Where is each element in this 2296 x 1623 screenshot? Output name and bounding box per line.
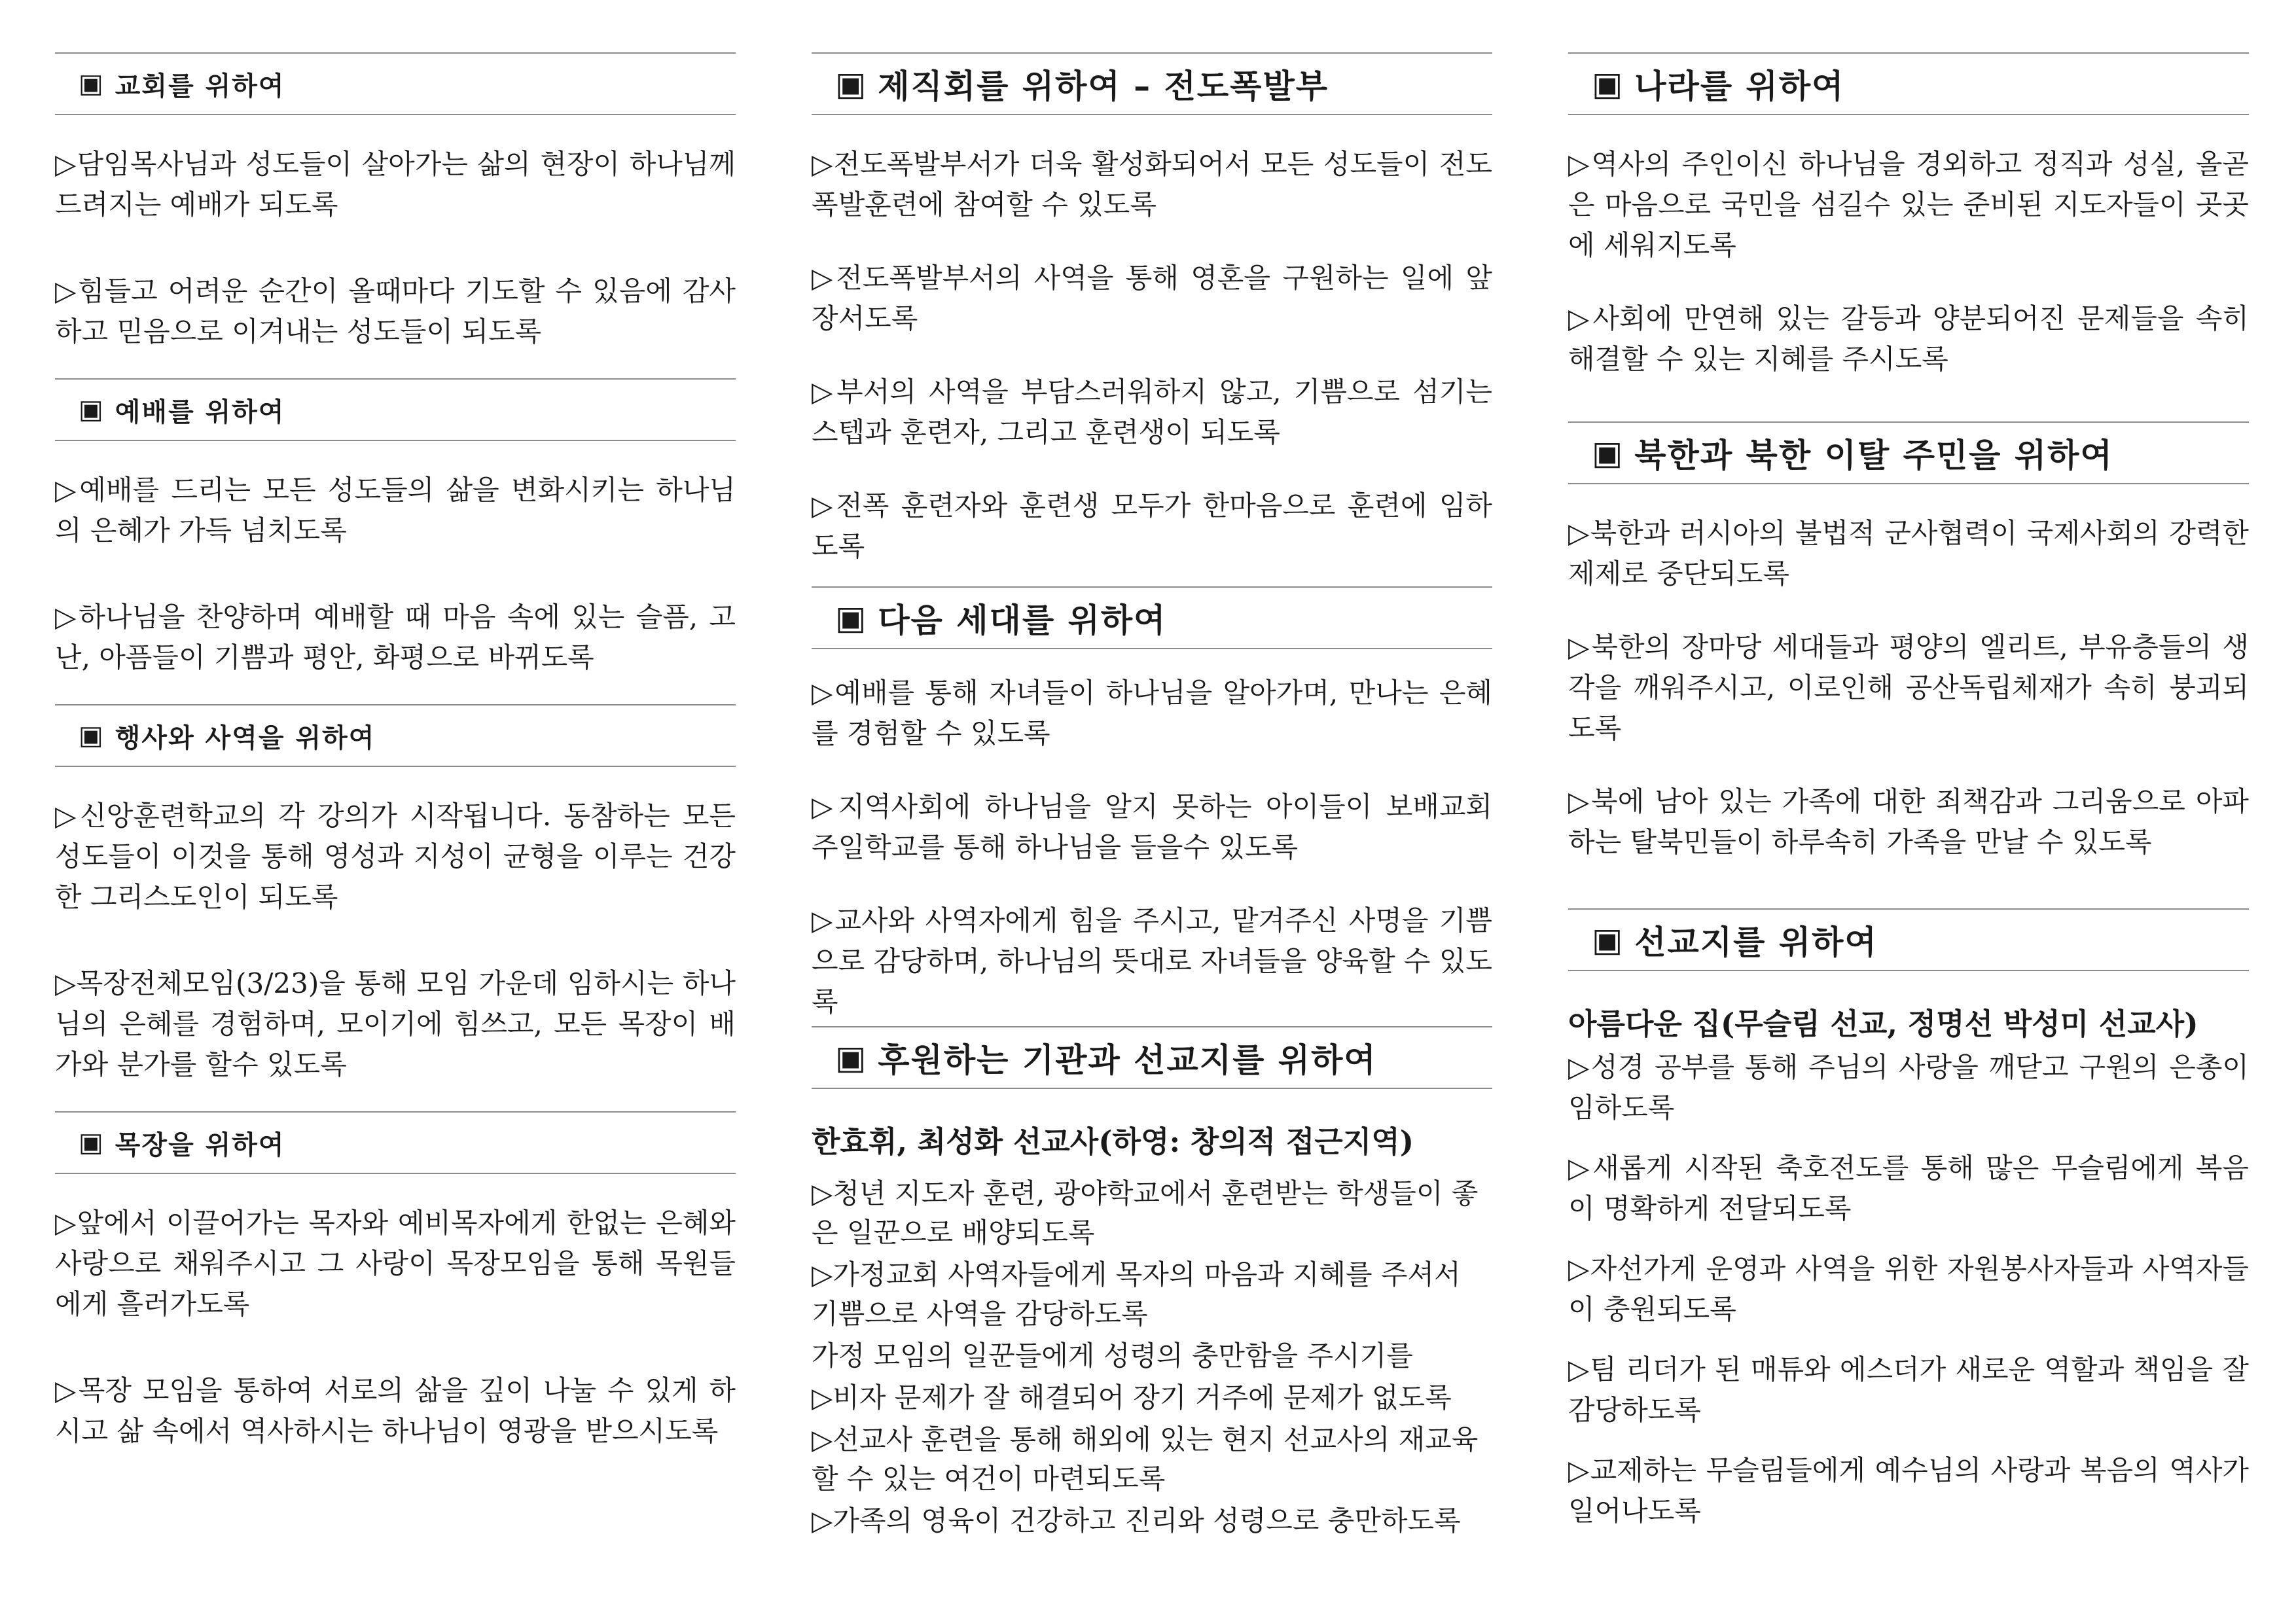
- prayer-item: ▷신앙훈련학교의 각 강의가 시작됩니다. 동참하는 모든 성도들이 이것을 통해 영성과 지성이 균형을 이루는 건강한 그리스도인이 되도록: [55, 800, 736, 913]
- section-header: [1568, 52, 2249, 115]
- section-title: 목장을 위하여: [115, 1130, 285, 1160]
- prayer-item: ▷담임목사님과 성도들이 살아가는 삶의 현장이 하나님께 드려지는 예배가 되도록: [55, 148, 736, 221]
- section-supported-missions: [812, 1026, 1492, 1541]
- prayer-item: ▷역사의 주인이신 하나님을 경외하고 정직과 성실, 올곧은 마음으로 국민을 섬길수 있는 준비된 지도자들이 곳곳에 세워지도록: [1568, 148, 2249, 261]
- square-bullet-icon: ▣: [79, 1128, 103, 1158]
- square-bullet-icon: ▣: [835, 65, 867, 103]
- prayer-item: ▷힘들고 어려운 순간이 올때마다 기도할 수 있음에 감사하고 믿음으로 이겨내는 성도들이 되도록: [55, 275, 736, 348]
- prayer-item: ▷하나님을 찬양하며 예배할 때 마음 속에 있는 슬픔, 고난, 아픔들이 기쁨과 평안, 화평으로 바뀌도록: [55, 601, 736, 673]
- prayer-item: ▷선교사 훈련을 통해 해외에 있는 현지 선교사의 재교육할 수 있는 여건이 마련되도록: [812, 1423, 1479, 1495]
- section-mokjang: [55, 1111, 736, 1452]
- section-north-korea: [1568, 421, 2249, 863]
- section-title: 후원하는 기관과 선교지를 위하여: [878, 1041, 1377, 1079]
- section-title: 북한과 북한 이탈 주민을 위하여: [1634, 437, 2113, 474]
- section-header: [55, 52, 736, 115]
- section-title: 제직회를 위하여 – 전도폭발부: [878, 67, 1329, 105]
- missionary-name: 한효휘, 최성화 선교사(하영: 창의적 접근지역): [812, 1124, 1414, 1159]
- section-deacons: [812, 52, 1492, 567]
- column-2: [812, 52, 1492, 1543]
- prayer-item: ▷가정교회 사역자들에게 목자의 마음과 지혜를 주셔서 기쁨으로 사역을 감당하도록: [812, 1258, 1461, 1330]
- section-events: [55, 704, 736, 1085]
- prayer-item: ▷전도폭발부서의 사역을 통해 영혼을 구원하는 일에 앞장서도록: [812, 262, 1492, 334]
- square-bullet-icon: ▣: [1592, 434, 1623, 472]
- prayer-item: ▷북한과 러시아의 불법적 군사협력이 국제사회의 강력한 제제로 중단되도록: [1568, 517, 2249, 590]
- prayer-item: ▷예배를 드리는 모든 성도들의 삶을 변화시키는 하나님의 은혜가 가득 넘치도록: [55, 474, 736, 546]
- section-title: 선교지를 위하여: [1634, 923, 1878, 961]
- prayer-item: ▷교사와 사역자에게 힘을 주시고, 맡겨주신 사명을 기쁨으로 감당하며, 하나님의 뜻대로 자녀들을 양육할 수 있도록: [812, 904, 1492, 1018]
- section-title: 예배를 위하여: [115, 397, 285, 427]
- prayer-list: [55, 767, 736, 1085]
- prayer-list: [812, 649, 1492, 1022]
- section-title: 행사와 사역을 위하여: [115, 722, 376, 753]
- section-next-generation: [812, 586, 1492, 1022]
- section-header: [812, 52, 1492, 115]
- square-bullet-icon: ▣: [79, 395, 103, 425]
- section-worship: [55, 378, 736, 678]
- section-church: [55, 52, 736, 352]
- prayer-list: [812, 115, 1492, 567]
- prayer-item: ▷지역사회에 하나님을 알지 못하는 아이들이 보배교회 주일학교를 통해 하나님을 들을수 있도록: [812, 791, 1492, 863]
- prayer-item: ▷예배를 통해 자녀들이 하나님을 알아가며, 만나는 은혜를 경험할 수 있도록: [812, 677, 1492, 749]
- section-nation: [1568, 52, 2249, 380]
- section-title: 다음 세대를 위하여: [878, 601, 1167, 639]
- section-title: 나라를 위하여: [1634, 67, 1845, 105]
- square-bullet-icon: ▣: [835, 599, 867, 637]
- prayer-item: ▷북한의 장마당 세대들과 평양의 엘리트, 부유층들의 생각을 깨워주시고, 이로인해 공산독립체재가 속히 붕괴되도록: [1568, 631, 2249, 744]
- prayer-item: ▷전도폭발부서가 더욱 활성화되어서 모든 성도들이 전도폭발훈련에 참여할 수 있도록: [812, 148, 1492, 221]
- prayer-item: ▷성경 공부를 통해 주님의 사랑을 깨닫고 구원의 은총이 임하도록: [1568, 1051, 2249, 1124]
- square-bullet-icon: ▣: [1592, 921, 1623, 959]
- prayer-item: ▷자선가게 운영과 사역을 위한 자원봉사자들과 사역자들이 충원되도록: [1568, 1253, 2249, 1325]
- section-header: [812, 1026, 1492, 1089]
- prayer-item: ▷비자 문제가 잘 해결되어 장기 거주에 문제가 없도록: [812, 1382, 1452, 1414]
- square-bullet-icon: ▣: [1592, 65, 1623, 103]
- section-header: [1568, 908, 2249, 971]
- square-bullet-icon: ▣: [79, 69, 103, 99]
- prayer-list: [1568, 115, 2249, 380]
- section-header: [1568, 421, 2249, 484]
- prayer-item: ▷팀 리더가 된 매튜와 에스더가 새로운 역할과 책임을 잘 감당하도록: [1568, 1353, 2249, 1426]
- prayer-item: ▷새롭게 시작된 축호전도를 통해 많은 무슬림에게 복음이 명확하게 전달되도록: [1568, 1152, 2249, 1224]
- prayer-list: [812, 1089, 1492, 1541]
- prayer-list: [1568, 484, 2249, 863]
- prayer-item: ▷교제하는 무슬림들에게 예수님의 사랑과 복음의 역사가 일어나도록: [1568, 1454, 2249, 1527]
- square-bullet-icon: ▣: [835, 1039, 867, 1077]
- square-bullet-icon: ▣: [79, 721, 103, 751]
- prayer-item: ▷사회에 만연해 있는 갈등과 양분되어진 문제들을 속히 해결할 수 있는 지혜를 주시도록: [1568, 302, 2249, 375]
- prayer-item: ▷앞에서 이끌어가는 목자와 예비목자에게 한없는 은혜와 사랑으로 채워주시고 그 사랑이 목장모임을 통해 목원들에게 흘러가도록: [55, 1207, 736, 1320]
- prayer-item: ▷부서의 사역을 부담스러워하지 않고, 기쁨으로 섬기는 스텝과 훈련자, 그리고 훈련생이 되도록: [812, 376, 1492, 448]
- prayer-item: 가정 모임의 일꾼들에게 성령의 충만함을 주시기를: [812, 1340, 1413, 1372]
- section-title: 교회를 위하여: [115, 71, 285, 101]
- prayer-list: [1568, 971, 2249, 1531]
- prayer-item: ▷가족의 영육이 건강하고 진리와 성령으로 충만하도록: [812, 1505, 1461, 1537]
- column-3: [1568, 52, 2249, 1531]
- prayer-item: ▷목장 모임을 통하여 서로의 삶을 깊이 나눌 수 있게 하시고 삶 속에서 역사하시는 하나님이 영광을 받으시도록: [55, 1374, 736, 1447]
- section-mission-field: [1568, 908, 2249, 1531]
- prayer-item: ▷청년 지도자 훈련, 광야학교에서 훈련받는 학생들이 좋은 일꾼으로 배양되도록: [812, 1177, 1479, 1249]
- prayer-list: [55, 115, 736, 352]
- missionary-name: 아름다운 집(무슬림 선교, 정명선 박성미 선교사): [1568, 1007, 2198, 1041]
- section-header: [55, 704, 736, 767]
- prayer-item: ▷북에 남아 있는 가족에 대한 죄책감과 그리움으로 아파하는 탈북민들이 하루속히 가족을 만날 수 있도록: [1568, 785, 2249, 858]
- prayer-list: [55, 1174, 736, 1452]
- section-header: [55, 1111, 736, 1174]
- prayer-item: ▷전폭 훈련자와 훈련생 모두가 한마음으로 훈련에 임하도록: [812, 490, 1492, 562]
- section-header: [812, 586, 1492, 649]
- section-header: [55, 378, 736, 441]
- prayer-list: [55, 441, 736, 678]
- prayer-item: ▷목장전체모임(3/23)을 통해 모임 가운데 임하시는 하나님의 은혜를 경험하며, 모이기에 힘쓰고, 모든 목장이 배가와 분가를 할수 있도록: [55, 967, 736, 1080]
- column-1: [55, 52, 736, 1497]
